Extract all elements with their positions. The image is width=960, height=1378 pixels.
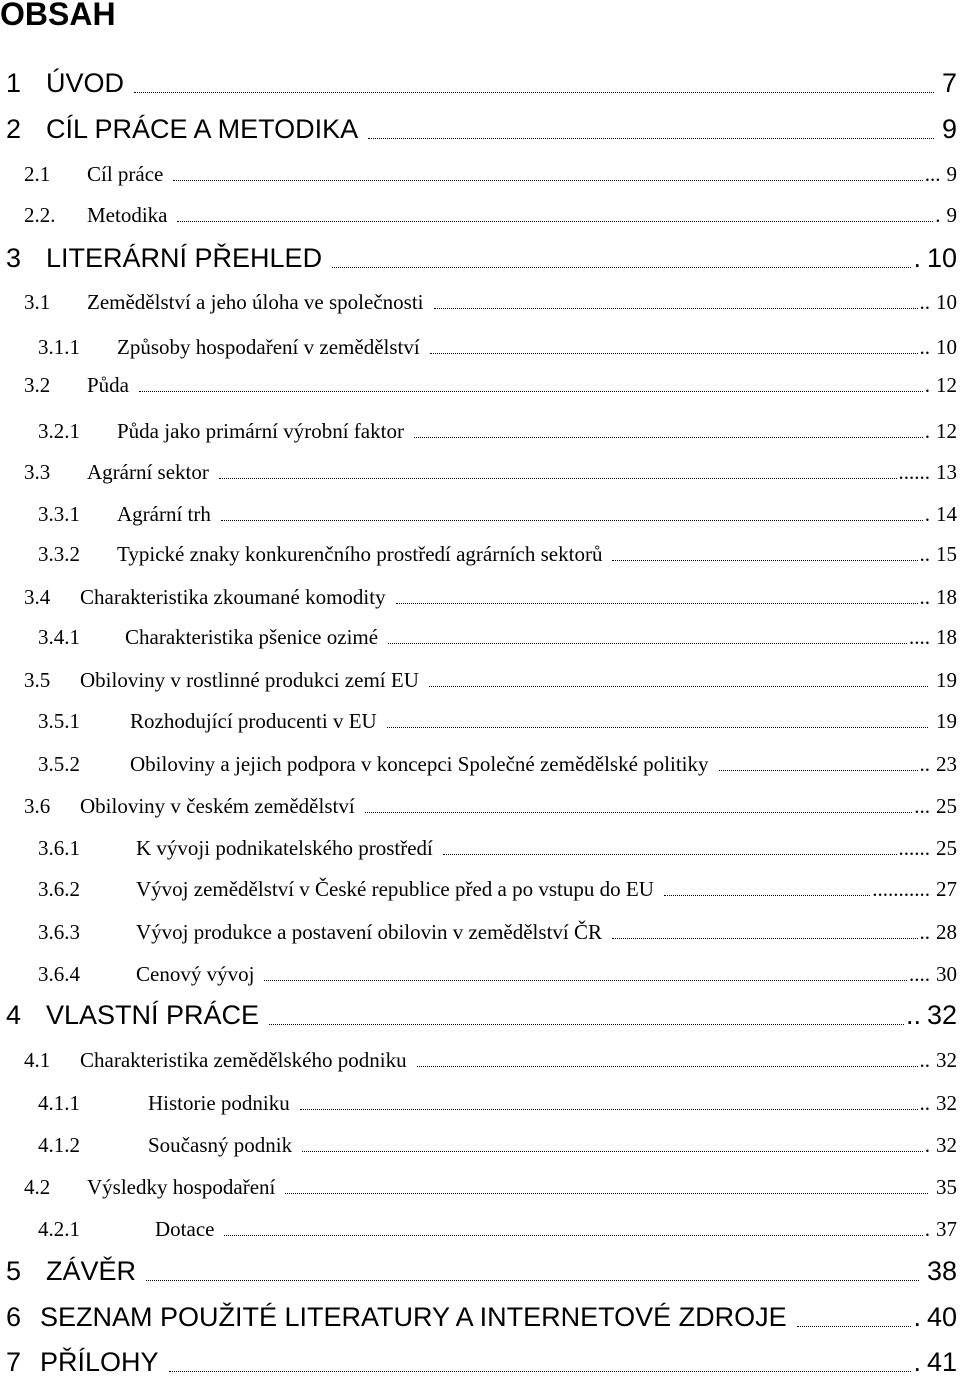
toc-leader-dots	[388, 643, 907, 644]
toc-leader-dots	[139, 391, 923, 392]
toc-entry-page: 35	[936, 1175, 957, 1199]
toc-entry-page: 9	[946, 203, 957, 227]
toc-leader-dots	[797, 1326, 912, 1327]
toc-entry[interactable]	[0, 872, 960, 901]
toc-entry-title: LITERÁRNÍ PŘEHLED	[46, 243, 323, 273]
toc-entry-leader-tail: .	[935, 203, 941, 227]
toc-entry[interactable]	[0, 957, 960, 986]
toc-entry-title: Obiloviny v českém zemědělství	[80, 794, 355, 818]
toc-entry-number: 3.3.1	[38, 502, 80, 526]
toc-entry[interactable]	[0, 537, 960, 566]
toc-entry-leader-tail: ..	[919, 335, 930, 359]
toc-entry-page: 15	[936, 542, 957, 566]
toc-leader-dots	[664, 895, 870, 896]
toc-entry-number: 3.6.4	[38, 962, 80, 986]
toc-entry-leader-tail: ..	[919, 752, 930, 776]
toc-entry-number: 3.5.2	[38, 752, 80, 776]
toc-entry-title: Agrární sektor	[87, 460, 209, 484]
toc-entry-leader-tail: .	[913, 243, 921, 273]
toc-entry[interactable]	[0, 1086, 960, 1115]
toc-entry[interactable]	[0, 995, 960, 1030]
toc-entry-leader-tail: ...	[914, 794, 930, 818]
toc-entry-title: Charakteristika pšenice ozimé	[125, 625, 379, 649]
toc-entry-leader-tail: ....	[909, 625, 930, 649]
toc-entry-page: 7	[941, 68, 957, 98]
toc-entry-page: 10	[936, 335, 957, 359]
toc-entry-leader-tail: ....	[909, 962, 930, 986]
toc-entry-page: 32	[936, 1091, 957, 1115]
toc-entry[interactable]	[0, 704, 960, 733]
toc-entry-number: 3.1.1	[38, 335, 80, 359]
toc-entry-title: Rozhodující producenti v EU	[130, 709, 377, 733]
toc-entry[interactable]	[0, 368, 960, 397]
toc-entry-page: 32	[926, 1000, 957, 1030]
toc-entry[interactable]	[0, 157, 960, 186]
toc-entry[interactable]	[0, 663, 960, 692]
toc-entry-title: Dotace	[155, 1217, 215, 1241]
toc-leader-dots	[365, 812, 913, 813]
toc-leader-dots	[417, 1066, 918, 1067]
toc-entry-leader-tail: .	[924, 1133, 930, 1157]
toc-entry-number: 3.6	[24, 794, 51, 818]
toc-entry[interactable]	[0, 414, 960, 443]
toc-entry-page: 18	[936, 585, 957, 609]
toc-entry-leader-tail: ...	[924, 162, 941, 186]
toc-entry-number: 3.3	[24, 460, 51, 484]
toc-entry-title: Metodika	[87, 203, 168, 227]
toc-entry-page: 37	[936, 1217, 957, 1241]
toc-leader-dots	[612, 560, 917, 561]
toc-leader-dots	[434, 308, 918, 309]
toc-entry-number: 3.1	[24, 290, 51, 314]
toc-entry-number: 6	[6, 1302, 22, 1332]
toc-entry-leader-tail: ..	[919, 1091, 930, 1115]
toc-entry-leader-tail: ..	[919, 585, 930, 609]
toc-leader-dots	[302, 1151, 923, 1152]
toc-entry-title: Charakteristika zemědělského podniku	[80, 1048, 407, 1072]
toc-entry-number: 3.4.1	[38, 625, 80, 649]
toc-entry-number: 3.5.1	[38, 709, 80, 733]
toc-entry-title: Cíl práce	[87, 162, 164, 186]
toc-entry-number: 3.6.2	[38, 877, 80, 901]
toc-entry-title: Půda jako primární výrobní faktor	[117, 419, 404, 443]
toc-leader-dots	[177, 221, 933, 222]
toc-entry-number: 2	[6, 114, 22, 144]
toc-leader-dots	[368, 138, 934, 139]
toc-entry[interactable]	[0, 915, 960, 944]
toc-entry-page: 40	[926, 1302, 957, 1332]
toc-entry-page: 19	[936, 709, 957, 733]
toc-entry-leader-tail: ..	[919, 542, 930, 566]
toc-leader-dots	[443, 854, 897, 855]
toc-leader-dots	[300, 1109, 918, 1110]
toc-entry[interactable]	[0, 1251, 960, 1286]
toc-entry[interactable]	[0, 63, 960, 98]
toc-entry-page: 14	[936, 502, 957, 526]
toc-entry-number: 3.4	[24, 585, 51, 609]
toc-entry[interactable]	[0, 198, 960, 227]
toc-entry[interactable]	[0, 1128, 960, 1157]
toc-entry-number: 3.6.1	[38, 836, 80, 860]
page-title: OBSAH	[0, 0, 116, 32]
toc-leader-dots	[134, 92, 934, 93]
toc-entry-number: 4	[6, 1000, 22, 1030]
toc-entry-title: Typické znaky konkurenčního prostředí agrárních sektorů	[117, 542, 603, 566]
toc-entry[interactable]	[0, 1297, 960, 1332]
toc-entry-page: 27	[936, 877, 957, 901]
toc-entry-number: 3.2.1	[38, 419, 80, 443]
toc-entry-number: 2.2.	[24, 203, 56, 227]
toc-entry-leader-tail: .	[924, 502, 930, 526]
toc-entry-page: 32	[936, 1048, 957, 1072]
toc-entry-page: 9	[946, 162, 957, 186]
toc-entry-title: Agrární trh	[117, 502, 211, 526]
toc-entry-page: 23	[936, 752, 957, 776]
toc-entry-number: 4.1.1	[38, 1091, 80, 1115]
toc-leader-dots	[612, 938, 918, 939]
toc-entry-page: 38	[926, 1256, 957, 1286]
toc-entry-leader-tail: .	[913, 1347, 921, 1377]
toc-leader-dots	[719, 770, 918, 771]
toc-entry-title: K vývoji podnikatelského prostředí	[136, 836, 433, 860]
toc-entry-page: 12	[936, 373, 957, 397]
toc-leader-dots	[387, 727, 928, 728]
toc-entry-leader-tail: .	[924, 1217, 930, 1241]
toc-entry-page: 10	[936, 290, 957, 314]
toc-entry-title: Vývoj produkce a postavení obilovin v zemědělství ČR	[136, 920, 602, 944]
toc-entry-number: 7	[6, 1347, 22, 1377]
toc-entry[interactable]	[0, 455, 960, 484]
toc-leader-dots	[146, 1280, 919, 1281]
toc-entry-leader-tail: ......	[898, 836, 930, 860]
toc-entry-page: 28	[936, 920, 957, 944]
toc-entry[interactable]	[0, 330, 960, 359]
toc-entry[interactable]	[0, 831, 960, 860]
toc-leader-dots	[332, 267, 911, 268]
toc-entry-leader-tail: .	[913, 1302, 921, 1332]
toc-entry-title: Historie podniku	[148, 1091, 290, 1115]
toc-entry-number: 2.1	[24, 162, 51, 186]
toc-entry-title: Obiloviny v rostlinné produkci zemí EU	[80, 668, 419, 692]
toc-leader-dots	[430, 353, 918, 354]
toc-entry[interactable]	[0, 238, 960, 273]
toc-entry-title: Obiloviny a jejich podpora v koncepci Společné zemědělské politiky	[130, 752, 709, 776]
toc-entry-leader-tail: .	[924, 419, 930, 443]
toc-entry[interactable]	[0, 497, 960, 526]
toc-entry-page: 12	[936, 419, 957, 443]
toc-leader-dots	[264, 980, 907, 981]
toc-entry-title: PŘÍLOHY	[40, 1347, 159, 1377]
toc-entry-leader-tail: ..	[905, 1000, 921, 1030]
toc-entry-title: Půda	[87, 373, 129, 397]
toc-entry-number: 3.2	[24, 373, 51, 397]
toc-entry[interactable]	[0, 580, 960, 609]
toc-entry-page: 18	[936, 625, 957, 649]
toc-leader-dots	[414, 437, 923, 438]
toc-leader-dots	[169, 1371, 912, 1372]
toc-entry-number: 4.1	[24, 1048, 51, 1072]
toc-entry-page: 19	[936, 668, 957, 692]
toc-entry-number: 3.5	[24, 668, 51, 692]
toc-entry-number: 3	[6, 243, 22, 273]
toc-entry[interactable]	[0, 285, 960, 314]
toc-entry-page: 13	[936, 460, 957, 484]
toc-entry-leader-tail: ..	[919, 290, 930, 314]
toc-entry[interactable]	[0, 1342, 960, 1377]
toc-entry-page: 30	[936, 962, 957, 986]
toc-entry[interactable]	[0, 109, 960, 144]
toc-leader-dots	[219, 478, 897, 479]
toc-entry[interactable]	[0, 1212, 960, 1241]
toc-entry-title: Zemědělství a jeho úloha ve společnosti	[87, 290, 424, 314]
toc-leader-dots	[396, 603, 918, 604]
toc-entry-leader-tail: ..	[919, 920, 930, 944]
toc-entry-title: ZÁVĚR	[46, 1256, 137, 1286]
toc-entry-title: Výsledky hospodaření	[87, 1175, 276, 1199]
toc-leader-dots	[269, 1024, 904, 1025]
toc-entry-title: Současný podnik	[148, 1133, 293, 1157]
toc-entry-leader-tail: .	[924, 373, 930, 397]
toc-leader-dots	[429, 686, 928, 687]
toc-entry-page: 41	[926, 1347, 957, 1377]
toc-entry-number: 3.3.2	[38, 542, 80, 566]
toc-entry[interactable]	[0, 620, 960, 649]
toc-leader-dots	[285, 1193, 928, 1194]
toc-entry-title: CÍL PRÁCE A METODIKA	[46, 114, 359, 144]
toc-entry[interactable]	[0, 1043, 960, 1072]
toc-leader-dots	[224, 1235, 922, 1236]
toc-entry-page: 32	[936, 1133, 957, 1157]
toc-entry-number: 3.6.3	[38, 920, 80, 944]
toc-entry-page: 10	[926, 243, 957, 273]
toc-entry-leader-tail: ..	[919, 1048, 930, 1072]
toc-entry-number: 1	[6, 68, 22, 98]
toc-entry-leader-tail: ......	[898, 460, 930, 484]
toc-entry-title: VLASTNÍ PRÁCE	[46, 1000, 260, 1030]
toc-leader-dots	[221, 520, 923, 521]
toc-entry-title: Cenový vývoj	[136, 962, 255, 986]
toc-entry-page: 25	[936, 794, 957, 818]
toc-entry[interactable]	[0, 747, 960, 776]
toc-entry-page: 9	[941, 114, 957, 144]
toc-entry-title: Charakteristika zkoumané komodity	[80, 585, 386, 609]
toc-leader-dots	[173, 180, 922, 181]
toc-entry-leader-tail: ...........	[872, 877, 930, 901]
toc-entry-number: 5	[6, 1256, 22, 1286]
toc-entry-number: 4.2	[24, 1175, 51, 1199]
toc-entry-title: Vývoj zemědělství v České republice před a po vstupu do EU	[136, 877, 654, 901]
toc-entry-page: 25	[936, 836, 957, 860]
toc-entry-number: 4.2.1	[38, 1217, 80, 1241]
toc-entry[interactable]	[0, 789, 960, 818]
toc-entry-title: SEZNAM POUŽITÉ LITERATURY A INTERNETOVÉ ZDROJE	[40, 1302, 787, 1332]
toc-entry-title: Způsoby hospodaření v zemědělství	[117, 335, 420, 359]
toc-entry[interactable]	[0, 1170, 960, 1199]
toc-entry-title: ÚVOD	[46, 68, 125, 98]
toc-entry-number: 4.1.2	[38, 1133, 80, 1157]
